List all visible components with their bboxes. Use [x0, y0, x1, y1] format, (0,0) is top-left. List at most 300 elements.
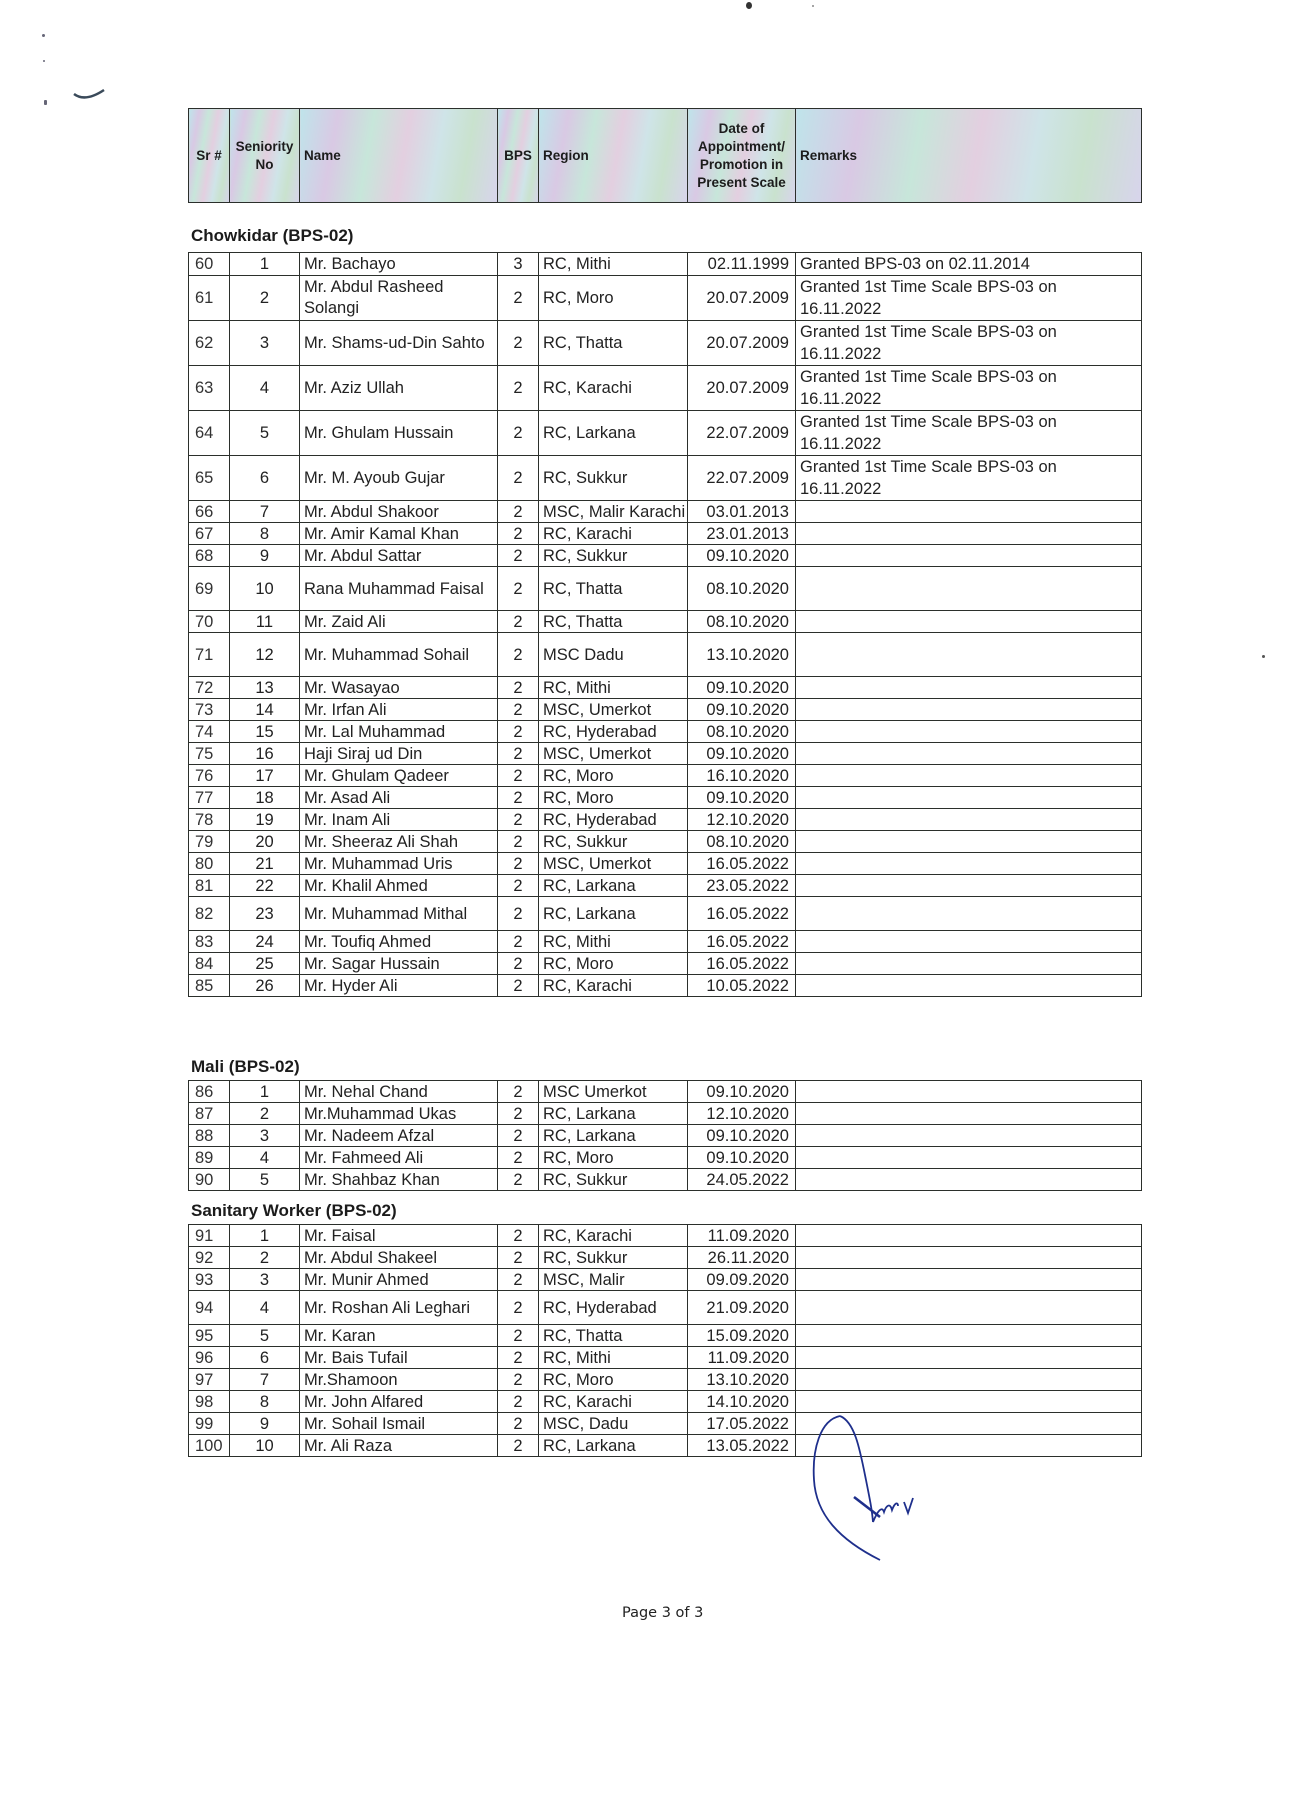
- cell-seniority: 2: [230, 1103, 300, 1125]
- cell-bps: 2: [498, 633, 539, 677]
- cell-sr: 73: [189, 699, 230, 721]
- cell-remarks: [796, 1347, 1142, 1369]
- cell-bps: 2: [498, 1103, 539, 1125]
- cell-remarks: [796, 897, 1142, 931]
- cell-sr: 63: [189, 366, 230, 411]
- cell-sr: 71: [189, 633, 230, 677]
- cell-name: Mr. Muhammad Mithal: [300, 897, 498, 931]
- cell-remarks: [796, 787, 1142, 809]
- section-title-sanitary-worker: Sanitary Worker (BPS-02): [191, 1201, 397, 1220]
- cell-region: MSC, Dadu: [539, 1413, 688, 1435]
- cell-region: MSC Dadu: [539, 633, 688, 677]
- cell-name: Mr. Abdul Rasheed Solangi: [300, 276, 498, 321]
- cell-name: Mr. Amir Kamal Khan: [300, 523, 498, 545]
- table-row: [189, 411, 1142, 456]
- cell-sr: 99: [189, 1413, 230, 1435]
- cell-region: RC, Larkana: [539, 897, 688, 931]
- cell-region: RC, Mithi: [539, 931, 688, 953]
- cell-bps: 2: [498, 1225, 539, 1247]
- cell-bps: 2: [498, 1347, 539, 1369]
- cell-bps: 2: [498, 875, 539, 897]
- cell-date: 24.05.2022: [688, 1169, 796, 1191]
- cell-date: 20.07.2009: [688, 276, 796, 321]
- cell-name: Mr. Inam Ali: [300, 809, 498, 831]
- cell-region: MSC, Umerkot: [539, 699, 688, 721]
- cell-name: Mr. John Alfared: [300, 1391, 498, 1413]
- cell-remarks: [796, 699, 1142, 721]
- cell-bps: 2: [498, 1081, 539, 1103]
- table-row: [189, 831, 1142, 853]
- cell-remarks: [796, 1291, 1142, 1325]
- cell-remarks: [796, 875, 1142, 897]
- cell-name: Mr. Hyder Ali: [300, 975, 498, 997]
- scan-speck: [746, 2, 752, 9]
- table-row: [189, 875, 1142, 897]
- col-header-bps: BPS: [498, 109, 539, 203]
- cell-region: RC, Thatta: [539, 321, 688, 366]
- cell-seniority: 8: [230, 1391, 300, 1413]
- cell-seniority: 10: [230, 1435, 300, 1457]
- cell-sr: 89: [189, 1147, 230, 1169]
- cell-name: Mr. Nadeem Afzal: [300, 1125, 498, 1147]
- cell-name: Mr. Sheeraz Ali Shah: [300, 831, 498, 853]
- cell-sr: 69: [189, 567, 230, 611]
- cell-name: Mr. Shahbaz Khan: [300, 1169, 498, 1191]
- cell-bps: 2: [498, 1269, 539, 1291]
- cell-remarks: Granted 1st Time Scale BPS-03 on 16.11.2022: [796, 411, 1142, 456]
- cell-remarks: [796, 953, 1142, 975]
- cell-sr: 79: [189, 831, 230, 853]
- table-row: [189, 523, 1142, 545]
- table-row: [189, 1369, 1142, 1391]
- cell-date: 16.05.2022: [688, 853, 796, 875]
- cell-sr: 92: [189, 1247, 230, 1269]
- mali-table: [188, 1080, 1142, 1191]
- table-row: [189, 1347, 1142, 1369]
- cell-sr: 91: [189, 1225, 230, 1247]
- cell-remarks: [796, 1103, 1142, 1125]
- table-row: [189, 366, 1142, 411]
- cell-remarks: [796, 1147, 1142, 1169]
- cell-sr: 78: [189, 809, 230, 831]
- cell-bps: 2: [498, 1247, 539, 1269]
- cell-region: RC, Moro: [539, 1147, 688, 1169]
- cell-bps: 2: [498, 567, 539, 611]
- cell-bps: 2: [498, 411, 539, 456]
- cell-bps: 2: [498, 809, 539, 831]
- cell-sr: 74: [189, 721, 230, 743]
- cell-date: 09.10.2020: [688, 677, 796, 699]
- cell-bps: 2: [498, 276, 539, 321]
- cell-date: 16.05.2022: [688, 897, 796, 931]
- table-row: [189, 321, 1142, 366]
- cell-bps: 2: [498, 1391, 539, 1413]
- cell-bps: 2: [498, 321, 539, 366]
- cell-date: 08.10.2020: [688, 567, 796, 611]
- cell-sr: 88: [189, 1125, 230, 1147]
- cell-seniority: 16: [230, 743, 300, 765]
- cell-bps: 2: [498, 765, 539, 787]
- cell-bps: 3: [498, 253, 539, 276]
- scan-speck: [44, 100, 47, 105]
- col-header-name: Name: [300, 109, 498, 203]
- cell-sr: 95: [189, 1325, 230, 1347]
- cell-remarks: [796, 677, 1142, 699]
- cell-region: RC, Mithi: [539, 253, 688, 276]
- cell-date: 09.10.2020: [688, 545, 796, 567]
- cell-sr: 77: [189, 787, 230, 809]
- cell-date: 09.10.2020: [688, 787, 796, 809]
- cell-remarks: [796, 1325, 1142, 1347]
- cell-name: Mr. Irfan Ali: [300, 699, 498, 721]
- cell-bps: 2: [498, 456, 539, 501]
- table-row: [189, 1081, 1142, 1103]
- cell-sr: 82: [189, 897, 230, 931]
- cell-sr: 65: [189, 456, 230, 501]
- cell-name: Mr. Munir Ahmed: [300, 1269, 498, 1291]
- cell-seniority: 15: [230, 721, 300, 743]
- cell-name: Mr. Lal Muhammad: [300, 721, 498, 743]
- cell-region: RC, Karachi: [539, 975, 688, 997]
- cell-date: 09.10.2020: [688, 1147, 796, 1169]
- cell-date: 15.09.2020: [688, 1325, 796, 1347]
- cell-region: RC, Sukkur: [539, 456, 688, 501]
- cell-region: RC, Hyderabad: [539, 809, 688, 831]
- scan-speck: [43, 60, 45, 62]
- table-row: [189, 456, 1142, 501]
- cell-region: RC, Hyderabad: [539, 721, 688, 743]
- cell-remarks: [796, 721, 1142, 743]
- cell-region: RC, Moro: [539, 953, 688, 975]
- cell-sr: 67: [189, 523, 230, 545]
- cell-name: Mr. Ghulam Hussain: [300, 411, 498, 456]
- table-row: [189, 1325, 1142, 1347]
- cell-sr: 60: [189, 253, 230, 276]
- cell-remarks: [796, 975, 1142, 997]
- cell-seniority: 6: [230, 1347, 300, 1369]
- cell-remarks: [796, 1125, 1142, 1147]
- cell-region: RC, Larkana: [539, 411, 688, 456]
- cell-seniority: 26: [230, 975, 300, 997]
- cell-region: MSC, Malir: [539, 1269, 688, 1291]
- cell-bps: 2: [498, 787, 539, 809]
- table-row: [189, 611, 1142, 633]
- cell-region: RC, Moro: [539, 276, 688, 321]
- cell-sr: 70: [189, 611, 230, 633]
- cell-date: 13.05.2022: [688, 1435, 796, 1457]
- cell-date: 02.11.1999: [688, 253, 796, 276]
- table-row: [189, 787, 1142, 809]
- cell-region: RC, Thatta: [539, 1325, 688, 1347]
- cell-name: Mr. Muhammad Sohail: [300, 633, 498, 677]
- cell-seniority: 3: [230, 1125, 300, 1147]
- cell-date: 14.10.2020: [688, 1391, 796, 1413]
- table-row: [189, 953, 1142, 975]
- cell-name: Mr. Bais Tufail: [300, 1347, 498, 1369]
- cell-seniority: 23: [230, 897, 300, 931]
- table-row: [189, 765, 1142, 787]
- cell-date: 03.01.2013: [688, 501, 796, 523]
- cell-sr: 93: [189, 1269, 230, 1291]
- cell-seniority: 4: [230, 1147, 300, 1169]
- cell-seniority: 1: [230, 1225, 300, 1247]
- cell-seniority: 10: [230, 567, 300, 611]
- cell-bps: 2: [498, 721, 539, 743]
- cell-name: Mr. Roshan Ali Leghari: [300, 1291, 498, 1325]
- cell-sr: 96: [189, 1347, 230, 1369]
- cell-name: Mr.Shamoon: [300, 1369, 498, 1391]
- cell-remarks: [796, 1081, 1142, 1103]
- cell-date: 10.05.2022: [688, 975, 796, 997]
- cell-date: 23.05.2022: [688, 875, 796, 897]
- cell-bps: 2: [498, 1147, 539, 1169]
- cell-sr: 61: [189, 276, 230, 321]
- cell-remarks: [796, 831, 1142, 853]
- cell-bps: 2: [498, 523, 539, 545]
- table-row: [189, 1147, 1142, 1169]
- cell-sr: 72: [189, 677, 230, 699]
- section-title-mali: Mali (BPS-02): [191, 1057, 300, 1076]
- table-row: [189, 721, 1142, 743]
- cell-name: Mr. Sohail Ismail: [300, 1413, 498, 1435]
- cell-name: Rana Muhammad Faisal: [300, 567, 498, 611]
- cell-remarks: [796, 523, 1142, 545]
- cell-sr: 86: [189, 1081, 230, 1103]
- cell-date: 13.10.2020: [688, 633, 796, 677]
- cell-seniority: 2: [230, 1247, 300, 1269]
- cell-name: Mr. Abdul Shakeel: [300, 1247, 498, 1269]
- cell-remarks: [796, 809, 1142, 831]
- cell-seniority: 2: [230, 276, 300, 321]
- cell-region: RC, Thatta: [539, 567, 688, 611]
- cell-region: RC, Hyderabad: [539, 1291, 688, 1325]
- chowkidar-table: [188, 252, 1142, 997]
- table-row: [189, 897, 1142, 931]
- cell-bps: 2: [498, 975, 539, 997]
- cell-region: RC, Mithi: [539, 1347, 688, 1369]
- cell-bps: 2: [498, 897, 539, 931]
- cell-seniority: 4: [230, 1291, 300, 1325]
- cell-region: RC, Karachi: [539, 1225, 688, 1247]
- cell-name: Mr. Khalil Ahmed: [300, 875, 498, 897]
- col-header-seniority: Seniority No: [230, 109, 300, 203]
- cell-seniority: 8: [230, 523, 300, 545]
- cell-name: Mr. Shams-ud-Din Sahto: [300, 321, 498, 366]
- cell-region: RC, Karachi: [539, 523, 688, 545]
- cell-seniority: 18: [230, 787, 300, 809]
- cell-region: RC, Sukkur: [539, 1247, 688, 1269]
- table-row: [189, 633, 1142, 677]
- cell-sr: 76: [189, 765, 230, 787]
- table-row: [189, 743, 1142, 765]
- cell-sr: 87: [189, 1103, 230, 1125]
- column-header-row: [189, 109, 1142, 203]
- cell-remarks: [796, 501, 1142, 523]
- cell-name: Mr. Abdul Sattar: [300, 545, 498, 567]
- cell-seniority: 5: [230, 1169, 300, 1191]
- cell-sr: 64: [189, 411, 230, 456]
- table-row: [189, 253, 1142, 276]
- cell-name: Haji Siraj ud Din: [300, 743, 498, 765]
- cell-date: 09.10.2020: [688, 699, 796, 721]
- cell-bps: 2: [498, 699, 539, 721]
- cell-seniority: 7: [230, 501, 300, 523]
- cell-date: 08.10.2020: [688, 611, 796, 633]
- scan-speck: [1262, 655, 1265, 658]
- cell-sr: 94: [189, 1291, 230, 1325]
- cell-bps: 2: [498, 366, 539, 411]
- sanitary-worker-table: [188, 1224, 1142, 1457]
- cell-seniority: 9: [230, 545, 300, 567]
- table-row: [189, 1247, 1142, 1269]
- scan-mark: [70, 86, 110, 102]
- cell-region: RC, Moro: [539, 1369, 688, 1391]
- cell-sr: 68: [189, 545, 230, 567]
- cell-date: 26.11.2020: [688, 1247, 796, 1269]
- cell-bps: 2: [498, 743, 539, 765]
- cell-date: 09.10.2020: [688, 1081, 796, 1103]
- cell-seniority: 5: [230, 1325, 300, 1347]
- cell-region: RC, Larkana: [539, 875, 688, 897]
- table-row: [189, 1169, 1142, 1191]
- cell-date: 22.07.2009: [688, 411, 796, 456]
- table-row: [189, 567, 1142, 611]
- cell-sr: 90: [189, 1169, 230, 1191]
- table-row: [189, 1435, 1142, 1457]
- table-row: [189, 276, 1142, 321]
- cell-bps: 2: [498, 1435, 539, 1457]
- cell-bps: 2: [498, 853, 539, 875]
- cell-bps: 2: [498, 677, 539, 699]
- table-row: [189, 975, 1142, 997]
- cell-name: Mr. Abdul Shakoor: [300, 501, 498, 523]
- cell-date: 22.07.2009: [688, 456, 796, 501]
- col-header-sr: Sr #: [189, 109, 230, 203]
- cell-sr: 66: [189, 501, 230, 523]
- cell-remarks: [796, 611, 1142, 633]
- table-row: [189, 677, 1142, 699]
- cell-bps: 2: [498, 501, 539, 523]
- cell-seniority: 1: [230, 1081, 300, 1103]
- cell-bps: 2: [498, 931, 539, 953]
- cell-bps: 2: [498, 1369, 539, 1391]
- cell-bps: 2: [498, 831, 539, 853]
- table-row: [189, 931, 1142, 953]
- cell-seniority: 24: [230, 931, 300, 953]
- cell-sr: 84: [189, 953, 230, 975]
- cell-name: Mr. Toufiq Ahmed: [300, 931, 498, 953]
- cell-name: Mr. Ali Raza: [300, 1435, 498, 1457]
- cell-date: 08.10.2020: [688, 831, 796, 853]
- table-row: [189, 1103, 1142, 1125]
- cell-remarks: [796, 633, 1142, 677]
- cell-seniority: 17: [230, 765, 300, 787]
- cell-seniority: 14: [230, 699, 300, 721]
- cell-remarks: Granted 1st Time Scale BPS-03 on 16.11.2022: [796, 366, 1142, 411]
- cell-remarks: [796, 1269, 1142, 1291]
- cell-bps: 2: [498, 1125, 539, 1147]
- column-header-table: [188, 108, 1142, 203]
- cell-seniority: 1: [230, 253, 300, 276]
- cell-sr: 100: [189, 1435, 230, 1457]
- table-row: [189, 809, 1142, 831]
- cell-date: 20.07.2009: [688, 366, 796, 411]
- table-row: [189, 1391, 1142, 1413]
- cell-seniority: 6: [230, 456, 300, 501]
- table-row: [189, 699, 1142, 721]
- scan-speck: [812, 5, 814, 7]
- cell-remarks: [796, 1169, 1142, 1191]
- cell-bps: 2: [498, 545, 539, 567]
- cell-seniority: 3: [230, 321, 300, 366]
- cell-sr: 62: [189, 321, 230, 366]
- cell-remarks: [796, 1369, 1142, 1391]
- cell-remarks: Granted 1st Time Scale BPS-03 on 16.11.2022: [796, 276, 1142, 321]
- cell-date: 09.10.2020: [688, 743, 796, 765]
- cell-seniority: 20: [230, 831, 300, 853]
- cell-date: 13.10.2020: [688, 1369, 796, 1391]
- cell-remarks: [796, 765, 1142, 787]
- cell-name: Mr. Ghulam Qadeer: [300, 765, 498, 787]
- cell-region: MSC, Umerkot: [539, 853, 688, 875]
- cell-region: RC, Larkana: [539, 1435, 688, 1457]
- cell-sr: 97: [189, 1369, 230, 1391]
- cell-region: RC, Sukkur: [539, 831, 688, 853]
- cell-date: 11.09.2020: [688, 1347, 796, 1369]
- table-row: [189, 1125, 1142, 1147]
- cell-name: Mr. Wasayao: [300, 677, 498, 699]
- cell-date: 16.05.2022: [688, 931, 796, 953]
- cell-region: RC, Karachi: [539, 366, 688, 411]
- cell-seniority: 21: [230, 853, 300, 875]
- table-row: [189, 501, 1142, 523]
- table-row: [189, 1225, 1142, 1247]
- cell-seniority: 13: [230, 677, 300, 699]
- cell-remarks: [796, 853, 1142, 875]
- col-header-remarks: Remarks: [796, 109, 1142, 203]
- table-row: [189, 1291, 1142, 1325]
- cell-region: RC, Moro: [539, 787, 688, 809]
- cell-sr: 81: [189, 875, 230, 897]
- cell-remarks: [796, 931, 1142, 953]
- cell-date: 20.07.2009: [688, 321, 796, 366]
- cell-remarks: Granted BPS-03 on 02.11.2014: [796, 253, 1142, 276]
- cell-date: 09.09.2020: [688, 1269, 796, 1291]
- table-row: [189, 853, 1142, 875]
- cell-date: 11.09.2020: [688, 1225, 796, 1247]
- cell-date: 09.10.2020: [688, 1125, 796, 1147]
- cell-region: RC, Sukkur: [539, 1169, 688, 1191]
- cell-region: RC, Mithi: [539, 677, 688, 699]
- table-row: [189, 1413, 1142, 1435]
- cell-name: Mr. Nehal Chand: [300, 1081, 498, 1103]
- cell-remarks: [796, 567, 1142, 611]
- cell-region: MSC Umerkot: [539, 1081, 688, 1103]
- cell-seniority: 7: [230, 1369, 300, 1391]
- cell-date: 23.01.2013: [688, 523, 796, 545]
- cell-name: Mr. Fahmeed Ali: [300, 1147, 498, 1169]
- cell-date: 12.10.2020: [688, 809, 796, 831]
- cell-remarks: Granted 1st Time Scale BPS-03 on 16.11.2022: [796, 456, 1142, 501]
- cell-name: Mr. Aziz Ullah: [300, 366, 498, 411]
- cell-name: Mr. Faisal: [300, 1225, 498, 1247]
- cell-sr: 75: [189, 743, 230, 765]
- cell-remarks: Granted 1st Time Scale BPS-03 on 16.11.2022: [796, 321, 1142, 366]
- cell-name: Mr. Sagar Hussain: [300, 953, 498, 975]
- cell-seniority: 5: [230, 411, 300, 456]
- cell-region: RC, Larkana: [539, 1103, 688, 1125]
- cell-date: 12.10.2020: [688, 1103, 796, 1125]
